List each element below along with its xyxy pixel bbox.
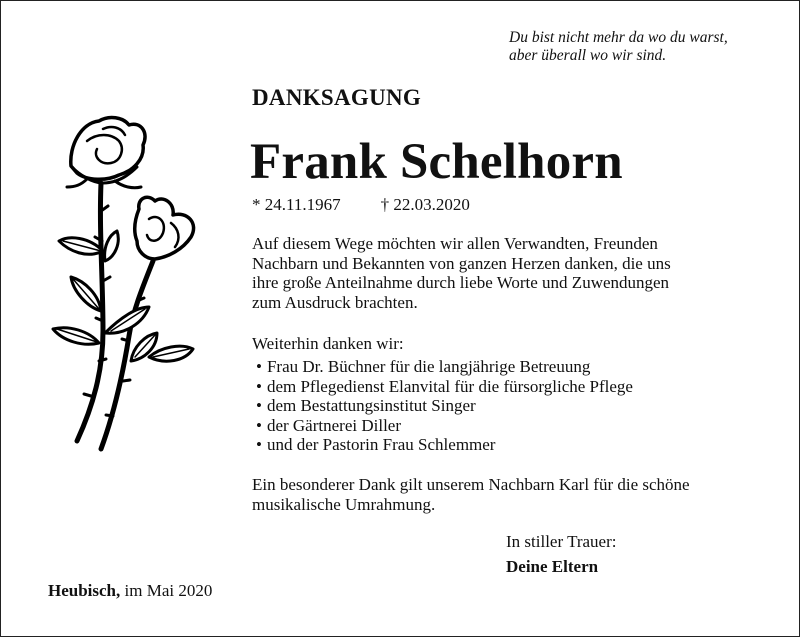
list-item: • dem Bestattungsinstitut Singer xyxy=(256,396,633,416)
list-item: • und der Pastorin Frau Schlemmer xyxy=(256,435,633,455)
paragraph-1-line-1: Auf diesem Wege möchten wir allen Verwandten, Freunden xyxy=(252,234,658,253)
thanks-paragraph-3 xyxy=(252,475,772,514)
list-item: • dem Pflegedienst Elanvital für die fürsorgliche Pflege xyxy=(256,377,633,397)
paragraph-3-line-2: musikalische Umrahmung. xyxy=(252,494,436,514)
motto-line-2: aber überall wo wir sind. xyxy=(509,47,667,64)
birth-date: * 24.11.1967 xyxy=(252,195,341,214)
thanks-paragraph-1 xyxy=(252,234,772,312)
life-dates xyxy=(252,195,470,215)
paragraph-1-line-4: zum Ausdruck brachten. xyxy=(252,292,418,312)
thanks-paragraph-2: Weiterhin danken wir: xyxy=(252,334,404,353)
rose-illustration xyxy=(41,111,211,456)
date: im Mai 2020 xyxy=(124,581,213,600)
heading-danksagung: DANKSAGUNG xyxy=(252,85,422,110)
mourning-label: In stiller Trauer: xyxy=(506,532,617,551)
death-date: † 22.03.2020 xyxy=(380,195,470,214)
paragraph-3-line-1: Ein besonderer Dank gilt unserem Nachbarn Karl für die schöne xyxy=(252,475,690,494)
place-date xyxy=(48,581,212,601)
motto-line-1: Du bist nicht mehr da wo du warst, xyxy=(509,29,728,46)
place: Heubisch, xyxy=(48,581,121,600)
signature: Deine Eltern xyxy=(506,557,599,576)
deceased-name: Frank Schelhorn xyxy=(250,134,623,190)
list-item: • Frau Dr. Büchner für die langjährige Betreuung xyxy=(256,357,633,377)
list-item: • der Gärtnerei Diller xyxy=(256,416,633,436)
thanks-list xyxy=(256,357,633,455)
motto-quote xyxy=(509,29,789,65)
paragraph-1-line-2: Nachbarn und Bekannten von ganzen Herzen danken, die uns xyxy=(252,253,671,273)
paragraph-1-line-3: ihre große Anteilnahme durch liebe Worte und Zuwendungen xyxy=(252,273,670,292)
